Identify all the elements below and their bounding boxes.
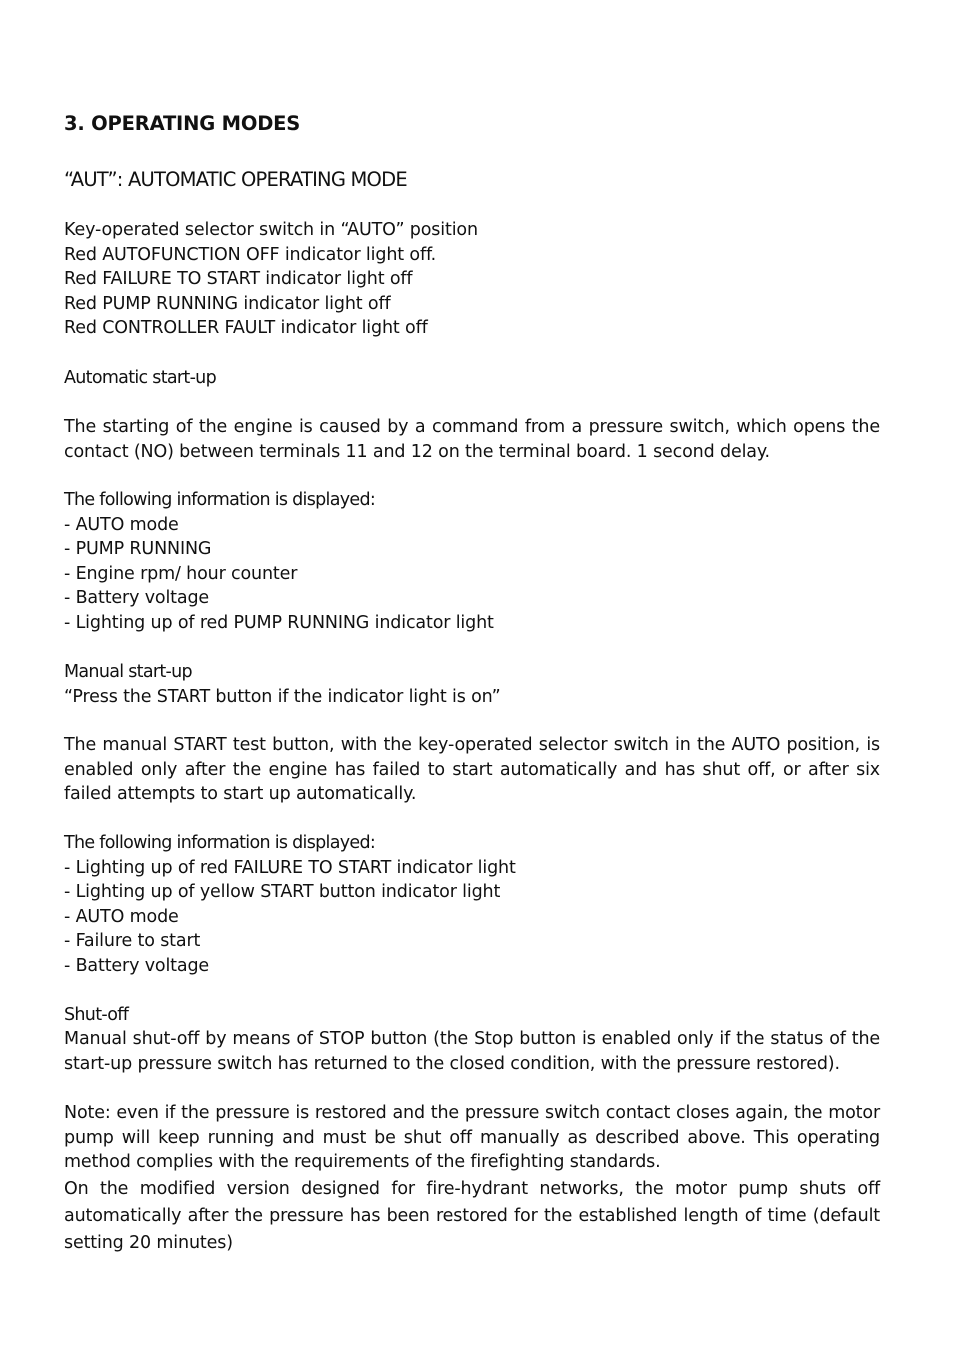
- condition-line: Key-operated selector switch in “AUTO” position: [64, 220, 478, 240]
- manual-startup-text: The manual START test button, with the key-operated selector switch in the AUTO position, is enabled only after the engine has failed to start automatically and has shut off, or after six failed attempts to start up automatically.: [64, 735, 880, 804]
- list-item: - Battery voltage: [64, 588, 210, 608]
- note-text: Note: even if the pressure is restored and the pressure switch contact closes again, the motor pump will keep running and must be shut off manually as described above. This operating method complies with the requirements of the firefighting standards.: [64, 1103, 880, 1172]
- manual-info-block: [64, 831, 880, 978]
- automatic-startup-title: Automatic start-up: [64, 368, 216, 388]
- mode-title: “AUT”: AUTOMATIC OPERATING MODE: [64, 168, 407, 191]
- list-item: - AUTO mode: [64, 514, 179, 535]
- list-item: - Lighting up of red FAILURE TO START indicator light: [64, 857, 516, 878]
- condition-line: Red FAILURE TO START indicator light off: [64, 269, 413, 289]
- shutoff-title: Shut-off: [64, 1005, 129, 1025]
- note-hydrant-block: [64, 1176, 880, 1257]
- note-hydrant-line: setting 20 minutes): [64, 1233, 233, 1253]
- list-item: - AUTO mode: [64, 906, 179, 927]
- condition-line: Red AUTOFUNCTION OFF indicator light off.: [64, 244, 437, 265]
- list-item: - Battery voltage: [64, 955, 210, 976]
- info-displayed-title: The following information is displayed:: [64, 490, 376, 510]
- condition-line: Red PUMP RUNNING indicator light off: [64, 293, 391, 314]
- manual-startup-title: Manual start-up: [64, 662, 192, 682]
- list-item: - PUMP RUNNING: [64, 539, 212, 559]
- list-item: - Lighting up of yellow START button indicator light: [64, 882, 501, 902]
- manual-startup-quote: “Press the START button if the indicator light is on”: [64, 686, 501, 707]
- list-item: - Engine rpm/ hour counter: [64, 563, 298, 584]
- list-item: - Failure to start: [64, 931, 201, 951]
- info-displayed-title: The following information is displayed:: [64, 833, 376, 853]
- automatic-startup-text: The starting of the engine is caused by a command from a pressure switch, which opens the contact (NO) between terminals 11 and 12 on the terminal board. 1 second delay.: [64, 417, 880, 462]
- list-item: - Lighting up of red PUMP RUNNING indicator light: [64, 612, 494, 633]
- manual-startup-block: [64, 660, 880, 709]
- auto-info-block: [64, 488, 880, 635]
- shutoff-text: Manual shut-off by means of STOP button (the Stop button is enabled only if the status of the start-up pressure switch has returned to the closed condition, with the pressure restored).: [64, 1029, 880, 1074]
- note-hydrant-line: automatically after the pressure has been restored for the established length of time (default: [64, 1206, 880, 1226]
- section-heading: 3. OPERATING MODES: [64, 112, 301, 135]
- note-hydrant-line: On the modified version designed for fire-hydrant networks, the motor pump shuts off: [64, 1179, 880, 1199]
- conditions-list: [64, 218, 880, 341]
- condition-line: Red CONTROLLER FAULT indicator light off: [64, 318, 428, 338]
